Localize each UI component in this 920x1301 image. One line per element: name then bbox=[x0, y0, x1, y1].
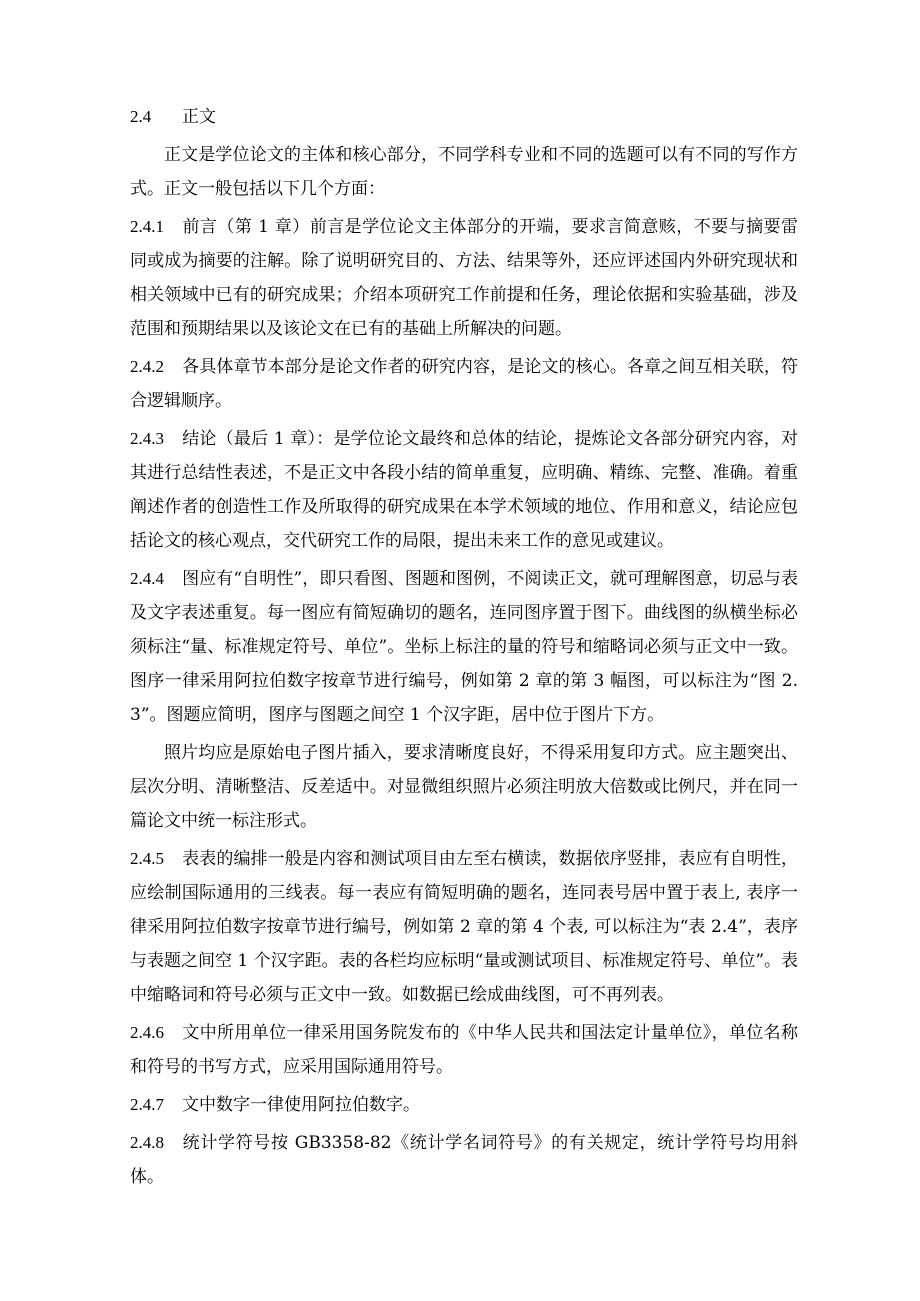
item-number: 2.4.5 bbox=[130, 849, 164, 868]
item-text: 表表的编排一般是内容和测试项目由左至右横读，数据依序竖排，表应有自明性，应绘制国际通用的三线表。每一表应有简短明确的题名，连同表号居中置于表上, 表序一律采用阿拉伯数字按章节进行编号，例如第 2 章的第 4 个表, 可以标注为“表 2.4”，表序与表题之间空 1 个汉字距。表的各栏均应标明“量或测试项目、标准规定符号、单位”。表中缩略词和符号必须与正文中一致。如数据已绘成曲线图，可不再列表。 bbox=[130, 849, 799, 1005]
section-title: 正文 bbox=[182, 107, 216, 127]
item-text: 文中数字一律使用阿拉伯数字。 bbox=[182, 1095, 420, 1115]
item-number: 2.4.1 bbox=[130, 217, 164, 236]
item-text: 文中所用单位一律采用国务院发布的《中华人民共和国法定计量单位》，单位名称和符号的书写方式，应采用国际通用符号。 bbox=[130, 1023, 798, 1077]
item-2-4-1 bbox=[130, 210, 798, 346]
item-2-4-3 bbox=[130, 422, 798, 558]
item-number: 2.4.4 bbox=[130, 569, 164, 588]
item-2-4-2 bbox=[130, 350, 798, 418]
section-heading bbox=[130, 100, 798, 134]
item-text: 统计学符号按 GB3358-82《统计学名词符号》的有关规定，统计学符号均用斜体。 bbox=[130, 1133, 798, 1187]
item-number: 2.4.7 bbox=[130, 1095, 164, 1114]
item-number: 2.4.8 bbox=[130, 1133, 164, 1152]
item-number: 2.4.2 bbox=[130, 357, 164, 376]
item-text: 图应有“自明性”，即只看图、图题和图例，不阅读正文，就可理解图意，切忌与表及文字表述重复。每一图应有简短确切的题名，连同图序置于图下。曲线图的纵横坐标必须标注“量、标准规定符号、单位”。坐标上标注的量的符号和缩略词必须与正文中一致。图序一律采用阿拉伯数字按章节进行编号，例如第 2 章的第 3 幅图，可以标注为“图 2.3”。图题应简明，图序与图题之间空 1 个汉字距，居中位于图片下方。 bbox=[130, 569, 798, 725]
photo-paragraph: 照片均应是原始电子图片插入，要求清晰度良好，不得采用复印方式。应主题突出、层次分明、清晰整洁、反差适中。对显微组织照片必须注明放大倍数或比例尺，并在同一篇论文中统一标注形式。 bbox=[130, 743, 798, 831]
item-text: 前言（第 1 章）前言是学位论文主体部分的开端，要求言简意赅，不要与摘要雷同或成为摘要的注解。除了说明研究目的、方法、结果等外，还应评述国内外研究现状和相关领域中已有的研究成果；介绍本项研究工作前提和任务，理论依据和实验基础，涉及范围和预期结果以及该论文在已有的基础上所解决的问题。 bbox=[130, 217, 798, 339]
item-2-4-6 bbox=[130, 1016, 798, 1084]
item-text: 各具体章节本部分是论文作者的研究内容，是论文的核心。各章之间互相关联，符合逻辑顺序。 bbox=[130, 357, 798, 411]
page-content bbox=[130, 100, 798, 1198]
item-text: 结论（最后 1 章）：是学位论文最终和总体的结论，提炼论文各部分研究内容，对其进行总结性表述，不是正文中各段小结的简单重复，应明确、精练、完整、准确。着重阐述作者的创造性工作及所取得的研究成果在本学术领域的地位、作用和意义，结论应包括论文的核心观点，交代研究工作的局限，提出未来工作的意见或建议。 bbox=[130, 429, 798, 551]
section-number: 2.4 bbox=[130, 107, 152, 126]
item-2-4-7 bbox=[130, 1088, 798, 1122]
item-2-4-5 bbox=[130, 842, 798, 1012]
item-2-4-8 bbox=[130, 1126, 798, 1194]
item-2-4-4 bbox=[130, 562, 798, 732]
intro-paragraph: 正文是学位论文的主体和核心部分，不同学科专业和不同的选题可以有不同的写作方式。正文一般包括以下几个方面： bbox=[130, 145, 798, 199]
item-number: 2.4.6 bbox=[130, 1023, 164, 1042]
item-number: 2.4.3 bbox=[130, 429, 164, 448]
